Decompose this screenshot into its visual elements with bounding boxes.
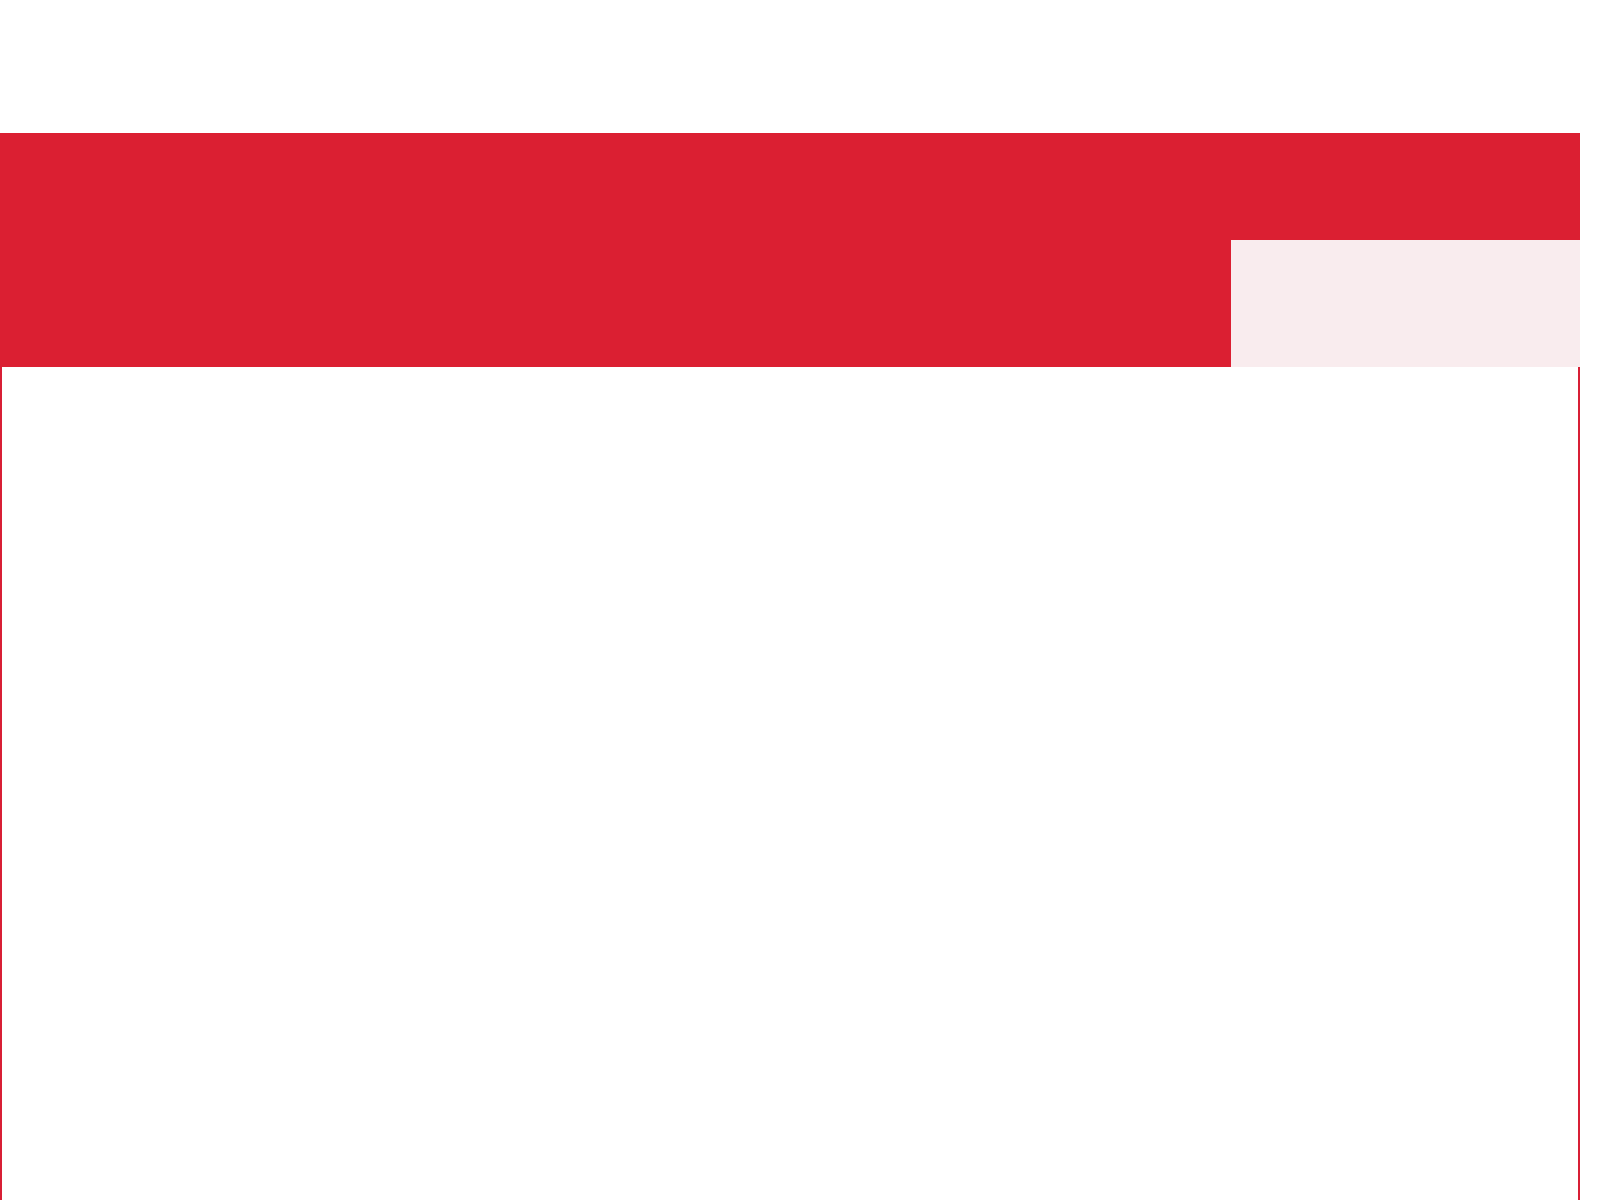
table-left-border — [0, 367, 2, 1200]
life-expectancy-subheader — [1231, 240, 1580, 367]
table-right-border — [1578, 367, 1580, 1200]
